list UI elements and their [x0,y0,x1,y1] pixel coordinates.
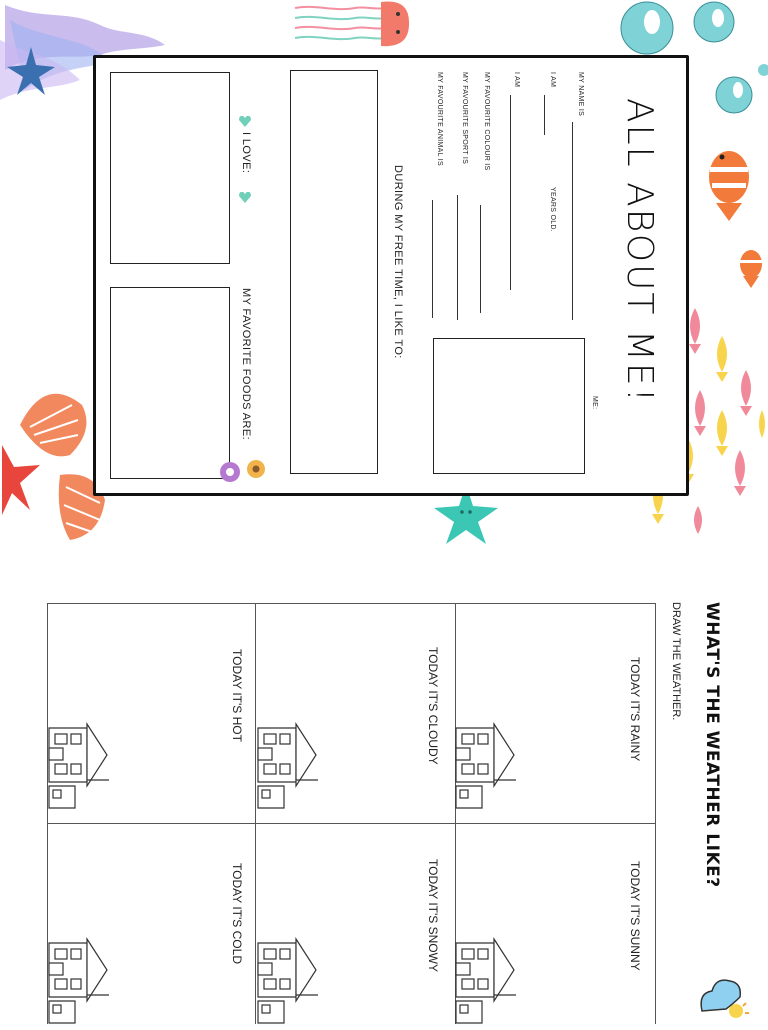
field-i-am-label: I AM [513,72,520,88]
about-me-title: ALL ABOUT ME! [619,98,660,405]
house-icon-cold [47,935,113,1030]
field-age-label: I AM [549,72,556,88]
field-age-suffix: YEARS OLD. [549,187,556,233]
me-label: ME: [591,396,598,410]
house-icon-hot [47,720,113,815]
field-sport-line [457,195,458,320]
field-name-label: MY NAME IS [577,72,584,117]
starfish-icon [5,45,57,97]
field-colour-label: MY FAVOURITE COLOUR IS [483,72,490,171]
grid-right [655,603,656,1024]
weather-subtitle: DRAW THE WEATHER. [670,602,682,721]
foods-box [110,287,230,479]
i-love-box [110,72,230,264]
field-i-am-line [510,95,511,290]
house-icon-sunny [454,935,520,1030]
grid-middle [47,823,655,824]
free-time-box [290,70,378,474]
house-icon-cloudy [256,720,322,815]
house-icon-rainy [454,720,520,815]
i-love-label: I LOVE: [240,132,252,174]
heart-icon [238,114,252,128]
weather-sheet [0,545,768,1024]
cell-label-sunny: TODAY IT'S SUNNY [628,861,642,971]
cell-label-rainy: TODAY IT'S RAINY [628,657,642,762]
heart-icon [238,190,252,204]
free-time-label: DURING MY FREE TIME, I LIKE TO: [392,165,404,359]
me-photo-box [433,338,585,474]
cell-label-snowy: TODAY IT'S SNOWY [426,859,440,972]
weather-title: WHAT'S THE WEATHER LIKE? [702,602,722,888]
cell-label-hot: TODAY IT'S HOT [230,649,244,742]
field-age-line [544,95,545,135]
cell-label-cloudy: TODAY IT'S CLOUDY [426,647,440,765]
jellyfish-icon [285,0,425,52]
foods-label: MY FAVORITE FOODS ARE: [240,288,252,441]
house-icon-snowy [256,935,322,1030]
field-name-line [572,122,573,320]
clownfish-icon [737,248,765,290]
cloud-sun-icon [696,973,750,1023]
food-icon [218,455,270,489]
field-sport-label: MY FAVOURITE SPORT IS [461,72,468,165]
field-animal-label: MY FAVOURITE ANIMAL IS [436,72,443,166]
clownfish-icon [704,145,754,225]
field-animal-line [432,200,433,318]
grid-top [47,603,655,604]
cell-label-cold: TODAY IT'S COLD [230,863,244,964]
field-colour-line [480,205,481,313]
